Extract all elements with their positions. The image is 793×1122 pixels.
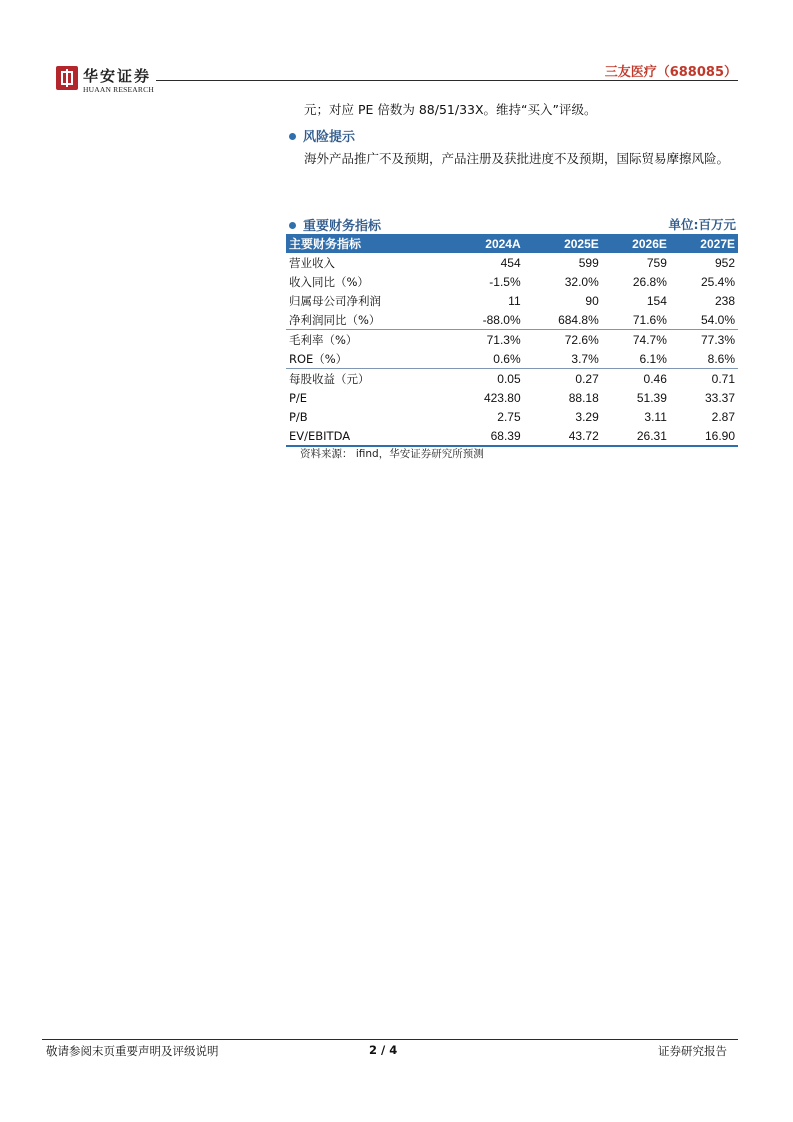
table-cell: 759 bbox=[646, 255, 667, 270]
table-cell: 43.72 bbox=[524, 426, 602, 446]
bullet-dot-icon bbox=[289, 222, 296, 229]
table-cell: 16.90 bbox=[670, 426, 738, 446]
table-row bbox=[286, 349, 738, 369]
table-cell: 71.3% bbox=[450, 330, 524, 350]
table-cell: 2.87 bbox=[711, 409, 735, 424]
financial-table bbox=[286, 234, 738, 447]
column-header: 2026E bbox=[602, 234, 670, 253]
table-cell: 54.0% bbox=[700, 312, 735, 327]
table-row bbox=[286, 426, 738, 446]
table-cell: -1.5% bbox=[489, 274, 521, 289]
table-cell: 423.80 bbox=[483, 390, 521, 405]
table-row bbox=[286, 272, 738, 291]
row-label: 营业收入 bbox=[289, 255, 335, 270]
row-label: 毛利率（%） bbox=[286, 330, 450, 350]
table-row bbox=[286, 388, 738, 407]
data-source-note: 资料来源： ifind，华安证券研究所预测 bbox=[300, 448, 484, 460]
table-cell: 88.18 bbox=[568, 390, 599, 405]
intro-paragraph: 元；对应 PE 倍数为 88/51/33X。维持“买入”评级。 bbox=[304, 102, 597, 117]
financials-heading bbox=[289, 215, 381, 234]
table-cell: 599 bbox=[578, 255, 599, 270]
row-label: P/B bbox=[289, 409, 308, 424]
row-label: 收入同比（%） bbox=[289, 274, 369, 289]
column-header: 2027E bbox=[670, 234, 738, 253]
table-cell: 0.71 bbox=[670, 369, 738, 389]
table-cell: 0.6% bbox=[493, 351, 521, 366]
table-cell: 26.8% bbox=[632, 274, 667, 289]
table-cell: 71.6% bbox=[632, 312, 667, 327]
row-label: 归属母公司净利润 bbox=[289, 293, 381, 308]
table-row bbox=[286, 253, 738, 272]
risk-heading bbox=[289, 126, 355, 145]
table-cell: 32.0% bbox=[564, 274, 599, 289]
page-number: 2 / 4 bbox=[369, 1043, 398, 1057]
footer-divider bbox=[42, 1039, 738, 1040]
table-row bbox=[286, 310, 738, 330]
table-cell: 26.31 bbox=[602, 426, 670, 446]
row-label: EV/EBITDA bbox=[286, 426, 450, 446]
bullet-dot-icon bbox=[289, 133, 296, 140]
table-cell: 2.75 bbox=[497, 409, 521, 424]
table-cell: 74.7% bbox=[602, 330, 670, 350]
table-cell: 77.3% bbox=[670, 330, 738, 350]
table-cell: 25.4% bbox=[700, 274, 735, 289]
row-label: 每股收益（元） bbox=[286, 369, 450, 389]
column-header: 2024A bbox=[450, 234, 524, 253]
table-cell: 33.37 bbox=[704, 390, 735, 405]
table-cell: 684.8% bbox=[558, 312, 599, 327]
column-header: 2025E bbox=[524, 234, 602, 253]
disclaimer-note: 敬请参阅末页重要声明及评级说明 bbox=[46, 1044, 219, 1058]
row-label: 净利润同比（%） bbox=[289, 312, 381, 327]
financials-heading-text: 重要财务指标 bbox=[303, 219, 382, 234]
table-cell: 0.05 bbox=[450, 369, 524, 389]
table-cell: 6.1% bbox=[639, 351, 667, 366]
logo-text-cn: 华安证券 bbox=[83, 67, 152, 85]
report-title: 三友医疗（688085） bbox=[604, 65, 737, 80]
table-cell: 952 bbox=[714, 255, 735, 270]
table-cell: 0.27 bbox=[524, 369, 602, 389]
company-logo bbox=[56, 62, 166, 96]
risk-heading-text: 风险提示 bbox=[303, 130, 356, 145]
table-cell: 154 bbox=[646, 293, 667, 308]
risk-text: 海外产品推广不及预期，产品注册及获批进度不及预期，国际贸易摩擦风险。 bbox=[304, 151, 730, 166]
table-cell: 3.11 bbox=[644, 409, 667, 424]
table-cell: 90 bbox=[585, 293, 599, 308]
row-label: P/E bbox=[289, 390, 308, 405]
table-cell: 8.6% bbox=[707, 351, 735, 366]
table-cell: 51.39 bbox=[636, 390, 667, 405]
table-cell: 72.6% bbox=[524, 330, 602, 350]
table-cell: 238 bbox=[714, 293, 735, 308]
table-cell: 3.29 bbox=[575, 409, 599, 424]
column-header: 主要财务指标 bbox=[286, 234, 450, 253]
table-cell: 3.7% bbox=[571, 351, 599, 366]
unit-label: 单位:百万元 bbox=[668, 217, 736, 232]
table-row bbox=[286, 330, 738, 350]
table-cell: 454 bbox=[500, 255, 521, 270]
table-cell: 0.46 bbox=[602, 369, 670, 389]
logo-text-en: HUAAN RESEARCH bbox=[83, 85, 154, 94]
table-row bbox=[286, 407, 738, 426]
table-row bbox=[286, 369, 738, 389]
row-label: ROE（%） bbox=[289, 351, 348, 366]
table-row bbox=[286, 291, 738, 310]
table-header-row bbox=[286, 234, 738, 253]
table-cell: 11 bbox=[508, 293, 521, 308]
table-cell: -88.0% bbox=[482, 312, 521, 327]
report-type-label: 证券研究报告 bbox=[658, 1044, 727, 1058]
header-divider bbox=[156, 80, 738, 81]
seal-icon bbox=[56, 66, 78, 90]
table-cell: 68.39 bbox=[450, 426, 524, 446]
